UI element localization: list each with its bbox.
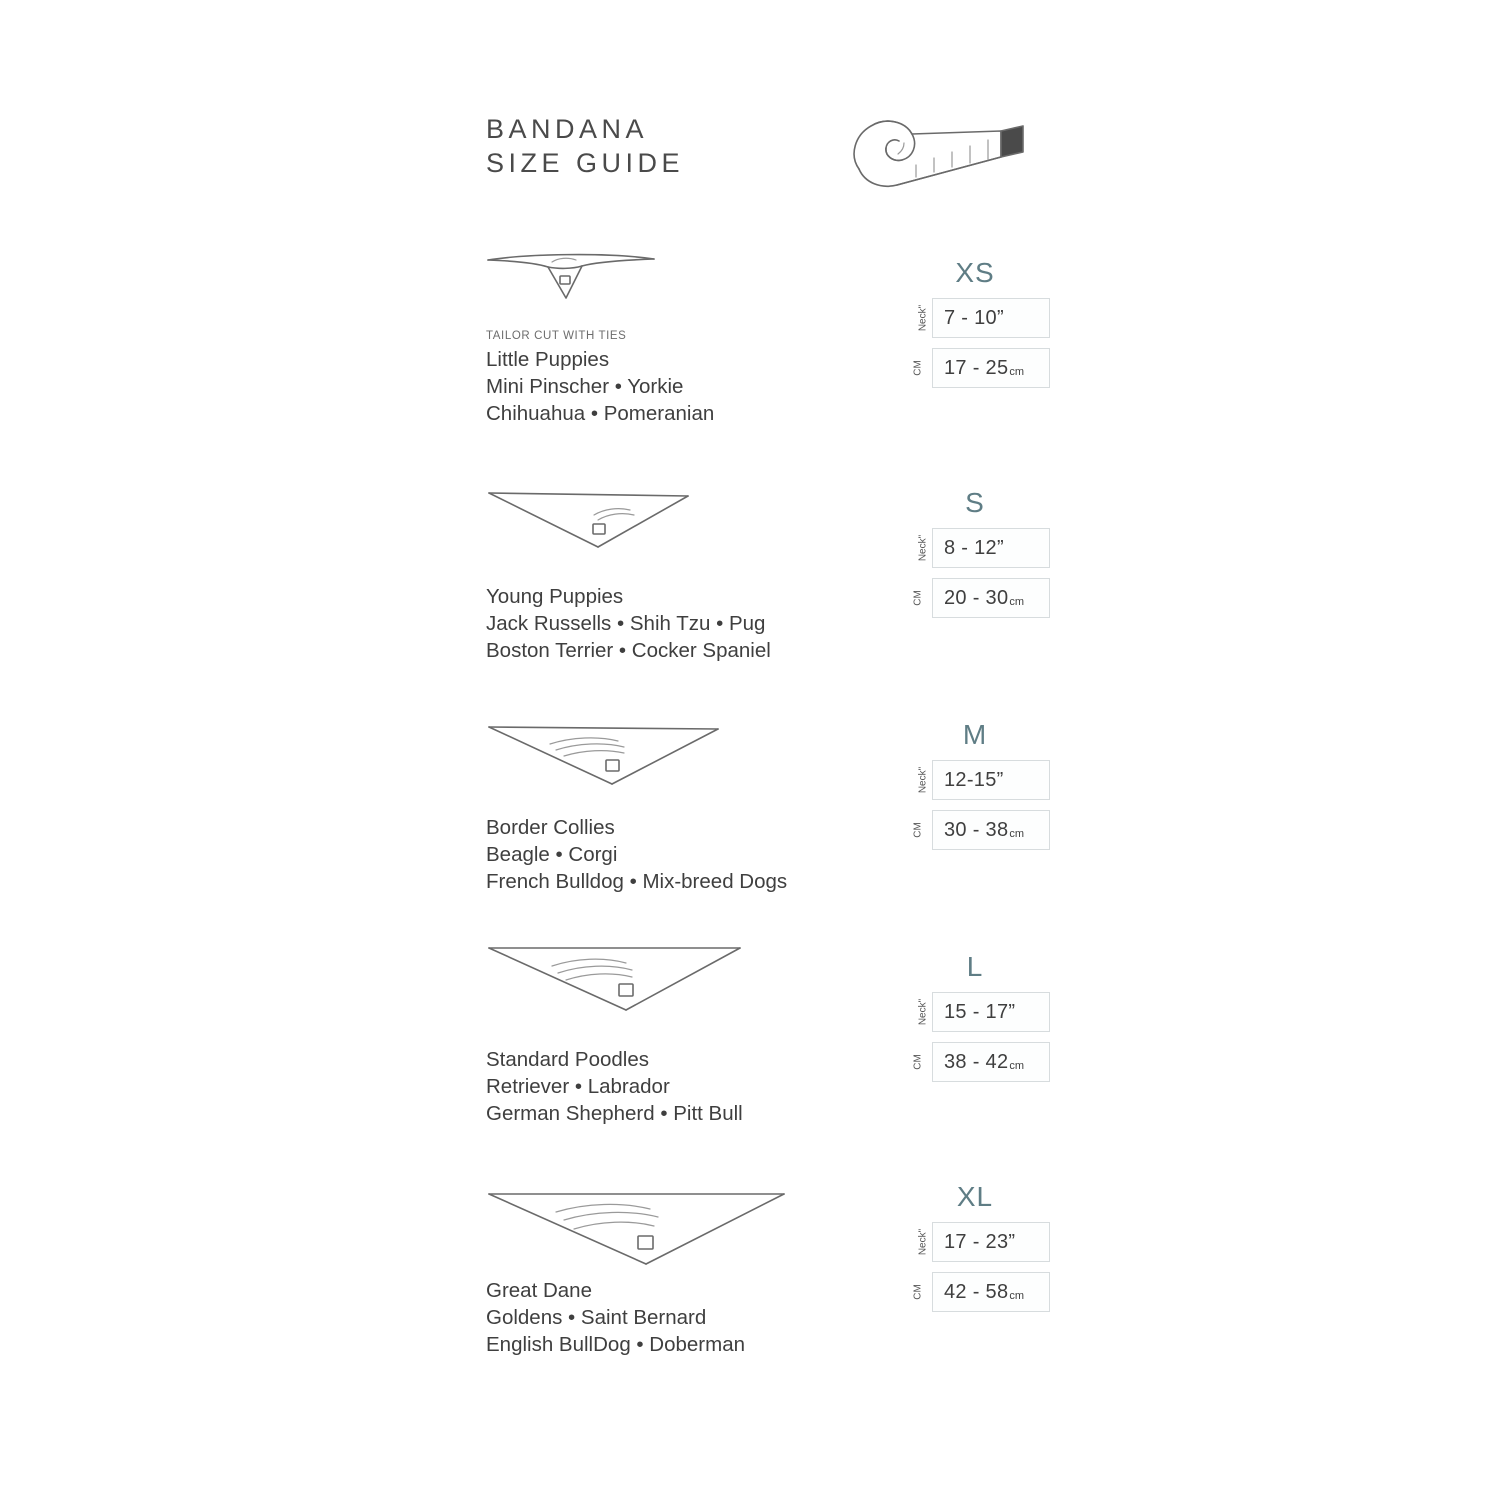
cm-label: CM: [912, 1054, 924, 1070]
bandana-art-xs: [486, 250, 666, 310]
neck-inches-measure-l: [900, 992, 1050, 1032]
neck-label: Neck": [917, 766, 929, 794]
size-letter-xl: XL: [956, 1181, 994, 1212]
bandana-art-s: [486, 488, 696, 558]
size-column-xs: [900, 258, 1100, 388]
breed-line: Great Dane: [486, 1279, 592, 1302]
breed-line: Young Puppies: [486, 585, 624, 608]
breed-line: Boston Terrier • Cocker Spaniel: [486, 639, 771, 662]
neck-label: Neck": [917, 998, 929, 1026]
breed-line: Mini Pinscher • Yorkie: [486, 375, 684, 398]
breed-labels-l: [486, 1046, 743, 1127]
bandana-art-m: [486, 722, 726, 794]
measuring-tape-icon: [841, 107, 1031, 197]
neck-cm-value: 20 - 30: [944, 586, 1009, 609]
breed-labels-m: [486, 814, 787, 895]
cm-unit: cm: [1009, 366, 1025, 378]
neck-inches-value: 7 - 10”: [944, 306, 1004, 329]
size-letter-xs: XS: [955, 257, 995, 288]
neck-cm-value: 42 - 58: [944, 1280, 1009, 1303]
neck-cm-measure-s: [900, 578, 1050, 618]
size-column-xl: [900, 1182, 1100, 1312]
breed-line: English BullDog • Doberman: [486, 1333, 746, 1356]
neck-cm-value: 30 - 38: [944, 818, 1009, 841]
neck-inches-box: [932, 298, 1050, 338]
size-letter-l: L: [966, 951, 984, 982]
neck-inches-measure-s: [900, 528, 1050, 568]
cm-label: CM: [912, 1284, 924, 1300]
cm-unit: cm: [1009, 828, 1025, 840]
breed-line: French Bulldog • Mix-breed Dogs: [486, 870, 788, 893]
size-column-m: [900, 720, 1100, 850]
breed-line: Jack Russells • Shih Tzu • Pug: [486, 612, 766, 635]
breed-line: Little Puppies: [486, 348, 610, 371]
cm-label: CM: [912, 590, 924, 606]
page-title-line1: BANDANA: [486, 114, 649, 144]
breed-line: Chihuahua • Pomeranian: [486, 402, 715, 425]
neck-cm-value: 38 - 42: [944, 1050, 1009, 1073]
neck-cm-measure-l: [900, 1042, 1050, 1082]
breed-labels-xs: [486, 330, 714, 427]
size-letter-s: S: [965, 487, 985, 518]
neck-label: Neck": [917, 304, 929, 332]
bandana-art-xl: [486, 1188, 792, 1274]
cm-label: CM: [912, 822, 924, 838]
breed-line: Standard Poodles: [486, 1048, 649, 1071]
neck-inches-measure-xl: [900, 1222, 1050, 1262]
neck-inches-box: [932, 1222, 1050, 1262]
neck-cm-box: [932, 1042, 1050, 1082]
breed-line: Border Collies: [486, 816, 615, 839]
neck-inches-box: [932, 992, 1050, 1032]
neck-cm-measure-xl: [900, 1272, 1050, 1312]
neck-label: Neck": [917, 534, 929, 562]
neck-inches-value: 17 - 23”: [944, 1230, 1016, 1253]
neck-cm-box: [932, 578, 1050, 618]
cm-unit: cm: [1009, 1060, 1025, 1072]
cm-unit: cm: [1009, 596, 1025, 608]
cm-unit: cm: [1009, 1290, 1025, 1302]
cm-label: CM: [912, 360, 924, 376]
neck-label: Neck": [917, 1228, 929, 1256]
breed-labels-s: [486, 583, 771, 664]
kicker-xs: TAILOR CUT WITH TIES: [486, 330, 627, 342]
neck-cm-value: 17 - 25: [944, 356, 1009, 379]
neck-cm-measure-m: [900, 810, 1050, 850]
page-title-line2: SIZE GUIDE: [486, 148, 685, 178]
breed-labels-xl: [486, 1277, 745, 1358]
neck-inches-value: 15 - 17”: [944, 1000, 1016, 1023]
breed-line: German Shepherd • Pitt Bull: [486, 1102, 743, 1125]
neck-inches-value: 8 - 12”: [944, 536, 1004, 559]
neck-inches-box: [932, 760, 1050, 800]
neck-inches-measure-m: [900, 760, 1050, 800]
neck-inches-value: 12-15”: [944, 768, 1004, 791]
neck-cm-box: [932, 348, 1050, 388]
bandana-art-l: [486, 942, 748, 1020]
neck-inches-box: [932, 528, 1050, 568]
neck-cm-box: [932, 1272, 1050, 1312]
size-column-s: [900, 488, 1100, 618]
neck-cm-measure-xs: [900, 348, 1050, 388]
neck-inches-measure-xs: [900, 298, 1050, 338]
neck-cm-box: [932, 810, 1050, 850]
header: [486, 112, 1046, 222]
breed-line: Beagle • Corgi: [486, 843, 618, 866]
size-letter-m: M: [962, 719, 988, 750]
breed-line: Retriever • Labrador: [486, 1075, 670, 1098]
breed-line: Goldens • Saint Bernard: [486, 1306, 707, 1329]
size-column-l: [900, 952, 1100, 1082]
